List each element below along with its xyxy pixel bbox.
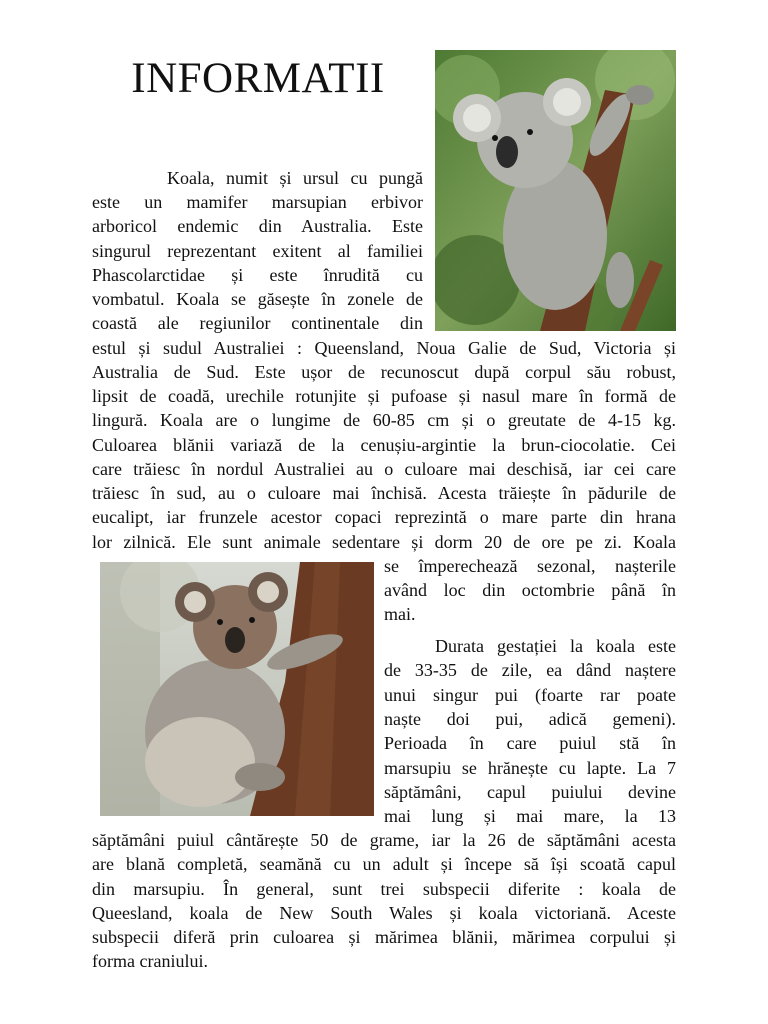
text-line: mai.: [384, 604, 416, 624]
text-line: trăiesc în sud, au o culoare mai închisă. Acesta trăiește în pădurile de: [92, 483, 676, 503]
text-line: din marsupiu. În general, sunt trei subspecii diferite : koala de: [92, 879, 676, 899]
text-line: subspecii diferă prin culoarea și mărimea blănii, mărimea corpului și: [92, 927, 676, 947]
text-line: eucalipt, iar frunzele acestor copaci reprezintă o mare parte din hrana: [92, 507, 676, 527]
text-line: lor zilnică. Ele sunt animale sedentare și dorm 20 de ore pe zi. Koala: [92, 532, 676, 552]
text-line: Durata gestației la koala este: [435, 636, 676, 656]
page-title: INFORMATII: [131, 55, 385, 102]
text-line: care trăiesc în nordul Australiei au o culoare mai deschisă, iar cei care: [92, 459, 676, 479]
text-line: coastă ale regiunilor continentale din: [92, 313, 423, 333]
text-line: mai lung și mai mare, la 13: [384, 806, 676, 826]
text-line: este un mamifer marsupian erbivor: [92, 192, 423, 212]
text-line: vombatul. Koala se găsește în zonele de: [92, 289, 423, 309]
text-line: Phascolarctidae și este înrudită cu: [92, 265, 423, 285]
text-line: Queesland, koala de New South Wales și koala victoriană. Aceste: [92, 903, 676, 923]
koala-on-trunk-photo: [100, 562, 374, 816]
text-line: estul și sudul Australiei : Queensland, Noua Galie de Sud, Victoria și: [92, 338, 676, 358]
text-line: de 33-35 de zile, ea dând naștere: [384, 660, 676, 680]
text-line: lipsit de coadă, urechile rotunjite și pufoase și nasul mare în formă de: [92, 386, 676, 406]
text-line: săptămâni, capul puiului devine: [384, 782, 676, 802]
text-line: forma craniului.: [92, 951, 208, 971]
text-line: unui singur pui (foarte rar poate: [384, 685, 676, 705]
text-line: având loc din octombrie până în: [384, 580, 676, 600]
text-line: singurul reprezentant exitent al familiei: [92, 241, 423, 261]
text-line: se împerechează sezonal, nașterile: [384, 556, 676, 576]
text-line: Perioada în care puiul stă în: [384, 733, 676, 753]
text-line: marsupiu se hrănește cu lapte. La 7: [384, 758, 676, 778]
text-line: Koala, numit și ursul cu pungă: [167, 168, 423, 188]
koala-on-branch-photo: [435, 50, 676, 331]
text-line: Culoarea blănii variază de la cenușiu-argintie la brun-ciocolatie. Cei: [92, 435, 676, 455]
text-line: Australia de Sud. Este ușor de recunoscut după corpul său robust,: [92, 362, 676, 382]
text-line: săptămâni puiul cântărește 50 de grame, iar la 26 de săptămâni acesta: [92, 830, 676, 850]
text-line: naște doi pui, adică gemeni).: [384, 709, 676, 729]
text-line: arboricol endemic din Australia. Este: [92, 216, 423, 236]
text-line: are blană completă, seamănă cu un adult și începe să își scoată capul: [92, 854, 676, 874]
text-line: lingură. Koala are o lungime de 60-85 cm și o greutate de 4-15 kg.: [92, 410, 676, 430]
